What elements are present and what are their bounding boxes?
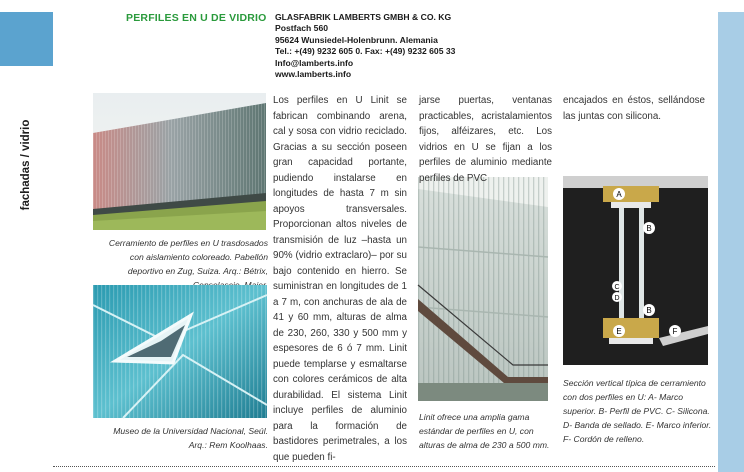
city-address: 95624 Wunsiedel-Holenbrunn. Alemania: [275, 34, 438, 45]
side-label-text: fachadas / vidrio: [20, 119, 32, 211]
bottom-dotted-rule: [53, 466, 715, 467]
photo3-caption: Linit ofrece una amplia gama estándar de perfiles en U, con alturas de alma de 230 a 500 mm.: [419, 412, 550, 450]
section-diagram: [563, 176, 708, 365]
section-side-label: [15, 100, 37, 230]
corner-color-block: [0, 12, 53, 66]
body-text-column-1: Los perfiles en U Linit se fabrican combinando arena, cal y sosa con vidrio reciclado. Gracias a su sección poseen gran capacidad portante, pudiendo instalarse en longitudes de hasta 7 m sin apoyos transversales. Proporcionan altos niveles de transmisión de luz –hasta un 90% (vidrio extraclaro)– por su bajo contenido en hierro. Se suministran en longitudes de 1 a 7 m, con anchuras de ala de 41 y 60 mm, alturas de alma de 230, 260, 330 y 500 mm y espesores de 6 ó 7 mm. Linit puede templarse y esmaltarse con colores cerámicos de alta durabilidad. El sistema Linit incluye perfiles de aluminio para la formación de bastidores perimetrales, a los que pueden fi-: [273, 95, 407, 463]
body-text-column-3: encajados en éstos, sellándose las juntas con silicona.: [563, 95, 705, 122]
contact-block: [275, 12, 455, 80]
section-title: PERFILES EN U DE VIDRIO: [126, 12, 267, 24]
diagram-label-d: D: [614, 295, 620, 302]
photo2-caption: Museo de la Universidad Nacional, Seúl. Arq.: Rem Koolhaas.: [113, 426, 268, 450]
photo1-caption: Cerramiento de perfiles en U trasdosados con aislamiento coloreado. Pabellón deportivo en Zug, Suiza. Arq.: Bétrix,: [108, 238, 268, 276]
glass-facade-stairs-photo: [418, 177, 548, 401]
postbox: Postfach 560: [275, 23, 329, 34]
phone-fax: Tel.: +(49) 9232 605 0. Fax: +(49) 9232 605 33: [275, 46, 456, 57]
body-text-column-2: jarse puertas, ventanas practicables, acristalamientos fijos, alféizares, etc. Los vidrios en U se fijan a los perfiles de aluminio mediante perfiles de PVC: [419, 95, 552, 184]
diagram-label-b1: B: [646, 224, 652, 233]
museum-photo: [93, 285, 267, 418]
web-link[interactable]: www.lamberts.info: [275, 69, 352, 80]
company-name: GLASFABRIK LAMBERTS GMBH & CO. KG: [275, 12, 452, 22]
diagram-label-b2: B: [646, 306, 652, 315]
diagram-caption: Sección vertical típica de cerramiento con dos perfiles en U: A- Marco superior. B- Perfil de PVC. C- Silicona. D- Banda de sellado. E- Marco inferior. F- Cordón de relleno.: [563, 378, 712, 444]
diagram-label-e: E: [616, 327, 622, 336]
sports-pavilion-photo: [93, 93, 266, 230]
email-link[interactable]: Info@lamberts.info: [275, 57, 354, 68]
side-color-bar: [718, 12, 744, 472]
diagram-label-a: A: [616, 190, 622, 199]
diagram-label-f: F: [672, 327, 678, 336]
diagram-label-c: C: [614, 284, 620, 291]
